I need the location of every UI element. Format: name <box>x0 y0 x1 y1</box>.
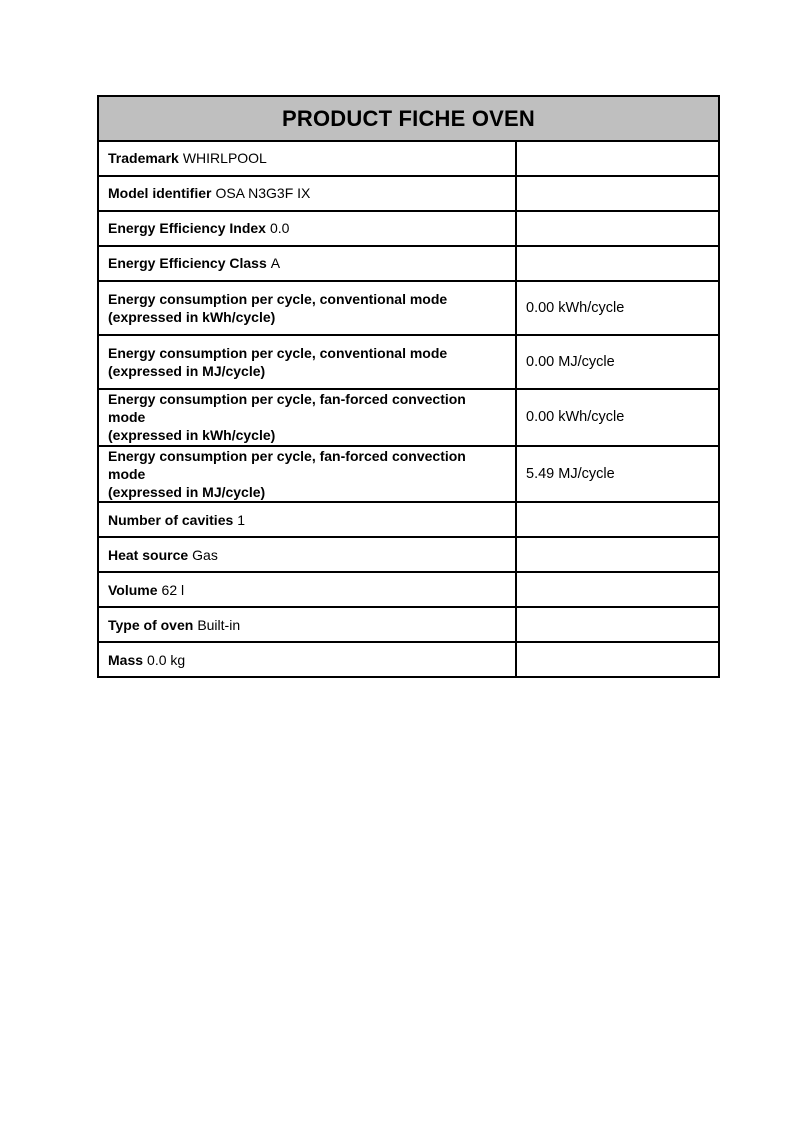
row-value-cell <box>516 607 719 642</box>
row-value-cell <box>516 335 719 389</box>
row-label-bold: Energy Efficiency Index <box>108 220 266 237</box>
row-value-text: 0.00 kWh/cycle <box>526 409 625 426</box>
row-label-cell <box>98 141 516 176</box>
row-label-bold: Volume <box>108 581 158 598</box>
table-row-heat-source <box>98 537 719 572</box>
row-label-cell <box>98 502 516 537</box>
row-value-cell <box>516 446 719 503</box>
row-label-bold: Energy Efficiency Class <box>108 255 267 272</box>
row-label-value: 0.0 kg <box>147 651 186 668</box>
row-value-cell <box>516 389 719 446</box>
row-label-bold: Number of cavities <box>108 511 234 528</box>
table-row-trademark <box>98 141 719 176</box>
row-value-cell <box>516 246 719 281</box>
table-row-volume <box>98 572 719 607</box>
table-row-number-of-cavities <box>98 502 719 537</box>
row-label-value: Built-in <box>197 616 241 633</box>
row-label-bold: Mass <box>108 651 144 668</box>
row-label-cell <box>98 537 516 572</box>
row-label-cell <box>98 389 516 446</box>
row-label-bold: Trademark <box>108 150 179 167</box>
row-label-value: Gas <box>192 546 218 563</box>
row-value-cell <box>516 211 719 246</box>
row-label-bold-line2: (expressed in kWh/cycle) <box>108 427 276 444</box>
row-label-value: 1 <box>237 511 246 528</box>
row-label-cell <box>98 607 516 642</box>
row-label-cell <box>98 176 516 211</box>
table-row-consumption-fan-forced-kwh <box>98 389 719 446</box>
table-header-row <box>98 96 719 141</box>
table-row-type-of-oven <box>98 607 719 642</box>
row-value-cell <box>516 281 719 335</box>
row-value-cell <box>516 572 719 607</box>
product-fiche-table <box>97 95 720 678</box>
row-label-bold: Heat source <box>108 546 189 563</box>
row-label-bold-line2: (expressed in MJ/cycle) <box>108 483 266 500</box>
table-row-model-identifier <box>98 176 719 211</box>
row-label-value: A <box>270 255 281 272</box>
row-label-cell <box>98 446 516 503</box>
row-value-text: 5.49 MJ/cycle <box>526 465 615 482</box>
table-row-consumption-conventional-kwh <box>98 281 719 335</box>
row-label-cell <box>98 211 516 246</box>
row-label-cell <box>98 335 516 389</box>
row-label-bold: Type of oven <box>108 616 194 633</box>
row-label-bold: Model identifier <box>108 185 212 202</box>
row-label-cell <box>98 281 516 335</box>
row-label-value: 0.0 <box>269 220 290 237</box>
row-label-bold: Energy consumption per cycle, fan-forced convection mode <box>108 391 466 426</box>
row-label-bold: Energy consumption per cycle, conventional mode <box>108 290 448 307</box>
row-value-text: 0.00 kWh/cycle <box>526 300 625 316</box>
table-row-energy-efficiency-index <box>98 211 719 246</box>
row-label-value: OSA N3G3F IX <box>215 185 311 202</box>
row-value-cell <box>516 141 719 176</box>
table-row-mass <box>98 642 719 677</box>
table-row-consumption-conventional-mj <box>98 335 719 389</box>
row-label-value: WHIRLPOOL <box>182 150 267 167</box>
row-value-cell <box>516 537 719 572</box>
row-label-bold-line2: (expressed in kWh/cycle) <box>108 309 276 325</box>
row-label-cell <box>98 572 516 607</box>
page-title: PRODUCT FICHE OVEN <box>98 96 719 141</box>
table-row-consumption-fan-forced-mj <box>98 446 719 503</box>
row-label-bold: Energy consumption per cycle, fan-forced convection mode <box>108 447 466 482</box>
row-value-text: 0.00 MJ/cycle <box>526 354 615 370</box>
row-value-cell <box>516 176 719 211</box>
row-label-bold: Energy consumption per cycle, conventional mode <box>108 344 448 361</box>
row-label-value: 62 l <box>161 581 185 598</box>
row-label-bold-line2: (expressed in MJ/cycle) <box>108 363 266 379</box>
table-row-energy-efficiency-class <box>98 246 719 281</box>
row-value-cell <box>516 642 719 677</box>
row-value-cell <box>516 502 719 537</box>
row-label-cell <box>98 642 516 677</box>
row-label-cell <box>98 246 516 281</box>
